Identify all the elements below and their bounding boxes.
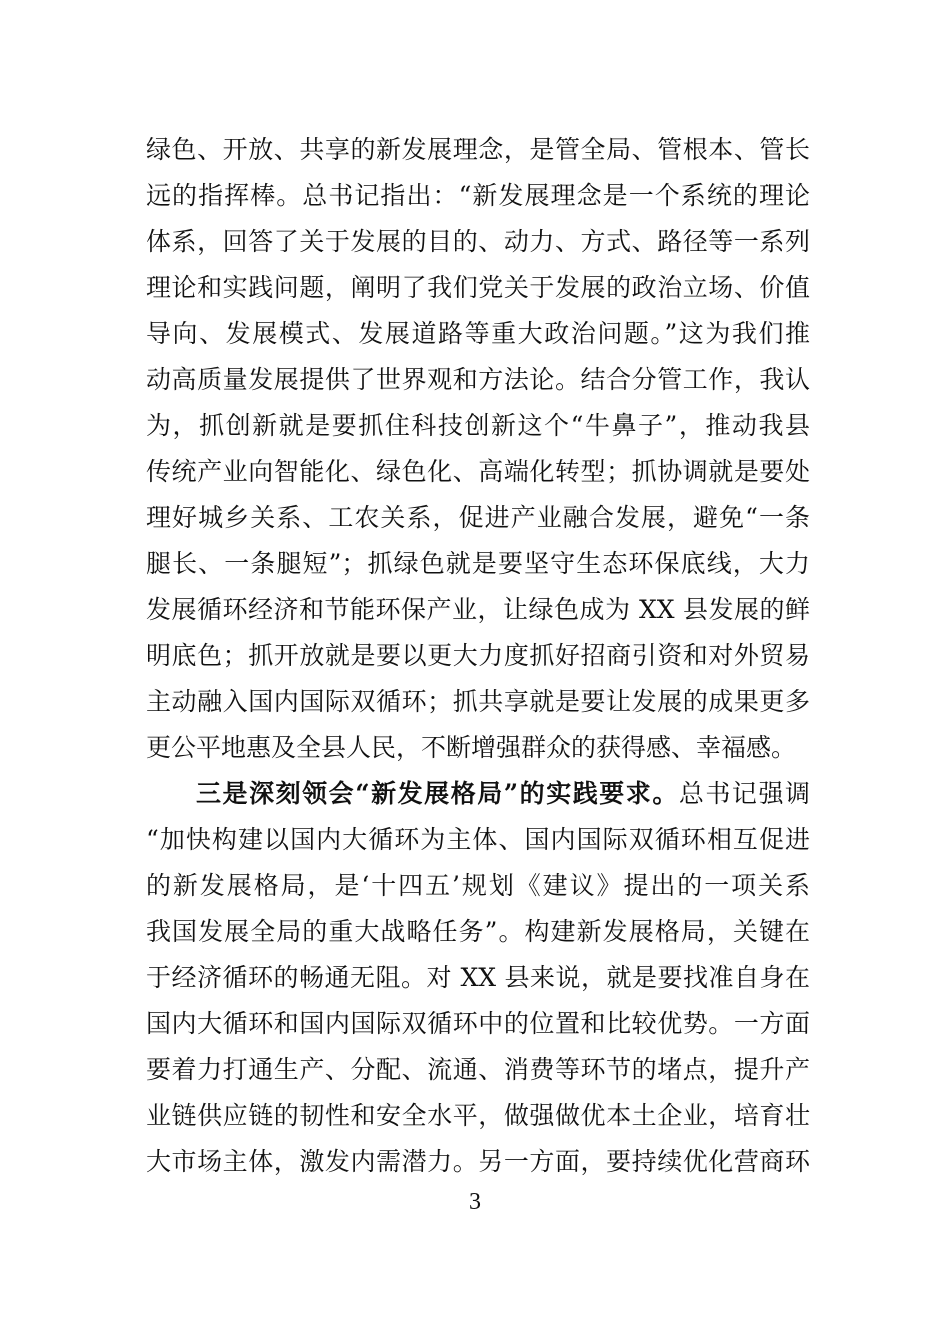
paragraph-heading-line [146,771,810,817]
text-line: “加快构建以国内大循环为主体、国内国际双循环相互促进 [146,825,810,854]
text-line: 国内大循环和国内国际双循环中的位置和比较优势。一方面 [146,1009,810,1038]
text-line: 理论和实践问题，阐明了我们党关于发展的政治立场、价值 [146,273,810,302]
text-line: 明底色；抓开放就是要以更大力度抓好招商引资和对外贸易 [146,641,810,670]
text-line: 体系，回答了关于发展的目的、动力、方式、路径等一系列 [146,227,810,256]
text-line: 绿色、开放、共享的新发展理念，是管全局、管根本、管长 [146,135,810,164]
page-number: 3 [469,1189,481,1215]
heading-line-rest: 总书记强调 [678,779,810,808]
text-line: 发展循环经济和节能环保产业，让绿色成为 XX 县发展的鲜 [146,595,810,624]
section-heading: 三是深刻领会“新发展格局”的实践要求。 [196,779,679,808]
text-line: 要着力打通生产、分配、流通、消费等环节的堵点，提升产 [146,1055,810,1084]
text-line: 于经济循环的畅通无阻。对 XX 县来说，就是要找准自身在 [146,963,810,992]
text-line: 导向、发展模式、发展道路等重大政治问题。”这为我们推 [146,319,810,348]
text-line: 更公平地惠及全县人民，不断增强群众的获得感、幸福感。 [146,733,797,762]
text-line: 动高质量发展提供了世界观和方法论。结合分管工作，我认 [146,365,810,394]
text-line: 的新发展格局，是‘十四五’规划《建议》提出的一项关系 [146,871,810,900]
body-text [146,127,810,1185]
text-line: 为，抓创新就是要抓住科技创新这个“牛鼻子”，推动我县 [146,411,810,440]
text-line: 腿长、一条腿短”；抓绿色就是要坚守生态环保底线，大力 [146,549,810,578]
text-line: 业链供应链的韧性和安全水平，做强做优本土企业，培育壮 [146,1101,810,1130]
text-line: 传统产业向智能化、绿色化、高端化转型；抓协调就是要处 [146,457,810,486]
text-line: 大市场主体，激发内需潜力。另一方面，要持续优化营商环 [146,1147,810,1176]
text-line: 理好城乡关系、工农关系，促进产业融合发展，避免“一条 [146,503,810,532]
text-line: 主动融入国内国际双循环；抓共享就是要让发展的成果更多 [146,687,810,716]
text-line: 远的指挥棒。总书记指出：“新发展理念是一个系统的理论 [146,181,810,210]
text-line: 我国发展全局的重大战略任务”。构建新发展格局，关键在 [146,917,810,946]
